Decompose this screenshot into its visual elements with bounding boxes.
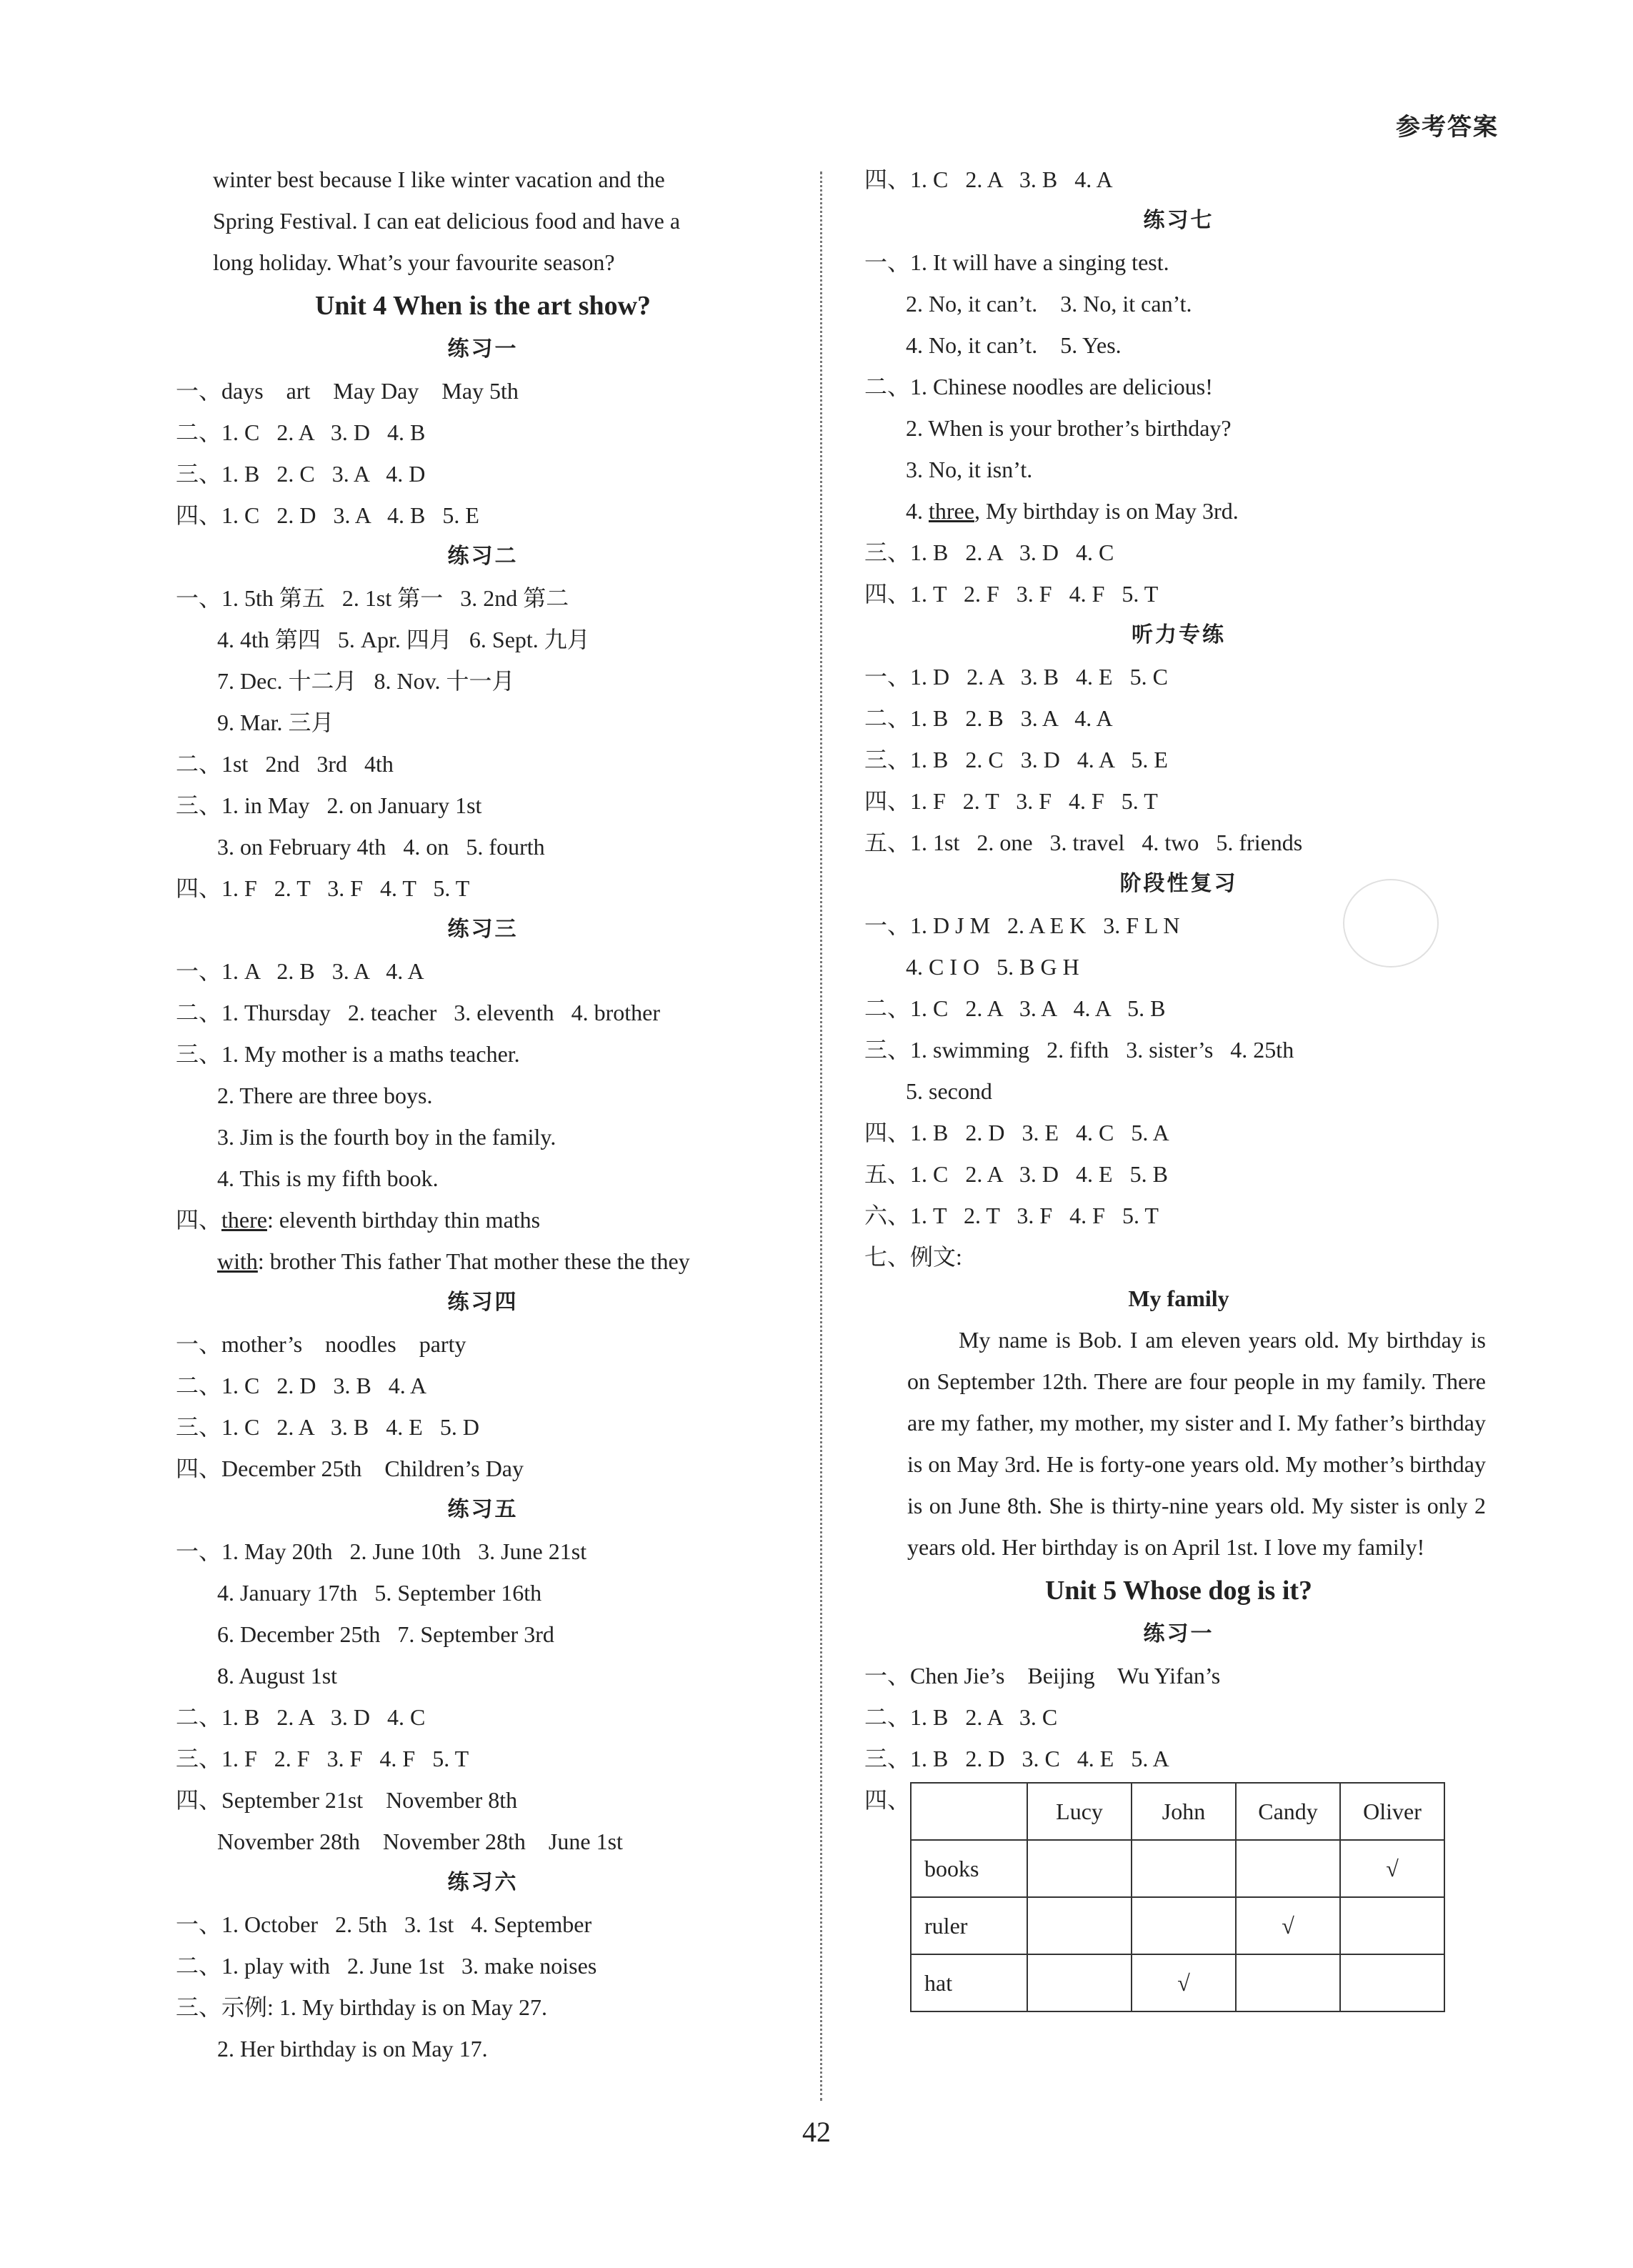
unit5-title: Unit 5 Whose dog is it? bbox=[1044, 1576, 1313, 1606]
table-row bbox=[911, 1954, 1444, 2011]
unit4-title: Unit 4 When is the art show? bbox=[314, 291, 651, 321]
essay-body: My name is Bob. I am eleven years old. My birthday is on September 12th. There are four people in my family. There are my father, my mother, my sister and I. My father’s birthday is on May 3rd. He is forty-one years old. My mother’s birthday is on June 8th. She is thirty-nine years old. My sister is only 2 years old. Her birthday is on April 1st. I love my family! bbox=[907, 1327, 1486, 1560]
answer-line: 9. Mar. 三月 bbox=[217, 710, 334, 735]
answer-line: 四、1. T 2. F 3. F 4. F 5. T bbox=[864, 581, 1159, 607]
answer-line: 二、1. B 2. B 3. A 4. A bbox=[864, 705, 1113, 731]
table-cell: √ bbox=[1132, 1954, 1236, 2011]
answer-line: 三、1. B 2. D 3. C 4. E 5. A bbox=[864, 1746, 1169, 1771]
answer-line: 三、1. swimming 2. fifth 3. sister’s 4. 25th bbox=[864, 1037, 1294, 1063]
table-cell bbox=[1027, 1840, 1132, 1897]
table-cell: √ bbox=[1236, 1897, 1340, 1954]
answer-line: 六、1. T 2. T 3. F 4. F 5. T bbox=[864, 1203, 1159, 1228]
answer-line: 三、1. My mother is a maths teacher. bbox=[176, 1041, 520, 1067]
answer-line: 三、1. B 2. A 3. D 4. C bbox=[864, 539, 1114, 565]
answer-line: 四、1. C 2. D 3. A 4. B 5. E bbox=[176, 502, 479, 528]
answer-line: 四、December 25th Children’s Day bbox=[176, 1456, 524, 1481]
answer-line: 一、days art May Day May 5th bbox=[176, 378, 519, 404]
answer-line: 4. This is my fifth book. bbox=[217, 1165, 439, 1191]
table-cell bbox=[1027, 1897, 1132, 1954]
answer-line: 二、1. C 2. D 3. B 4. A bbox=[176, 1373, 427, 1398]
answer-line: 二、1. play with 2. June 1st 3. make noises bbox=[176, 1953, 597, 1979]
answer-line: 一、1. D 2. A 3. B 4. E 5. C bbox=[864, 664, 1168, 690]
header-cell: Lucy bbox=[1027, 1783, 1132, 1840]
header-cell: Candy bbox=[1236, 1783, 1340, 1840]
answer-line: 二、1. Chinese noodles are delicious! bbox=[864, 374, 1213, 399]
section-title: 听力专练 bbox=[1132, 622, 1226, 647]
answer-line: 6. December 25th 7. September 3rd bbox=[217, 1621, 554, 1647]
table-cell bbox=[1027, 1954, 1132, 2011]
section-title: 练习一 bbox=[447, 337, 519, 362]
header-cell bbox=[911, 1783, 1027, 1840]
table-row bbox=[911, 1897, 1444, 1954]
answer-line: 3. Jim is the fourth boy in the family. bbox=[217, 1124, 556, 1150]
section-title: 练习三 bbox=[447, 917, 519, 942]
answer-line: 三、示例: 1. My birthday is on May 27. bbox=[176, 1994, 547, 2020]
answer-line: 二、1st 2nd 3rd 4th bbox=[176, 751, 394, 777]
answer-line bbox=[864, 490, 1493, 532]
underlined-word: three bbox=[929, 498, 974, 524]
answer-line: 8. August 1st bbox=[217, 1663, 338, 1688]
prefix: 四、 bbox=[176, 1207, 222, 1233]
underlined-word: with bbox=[217, 1248, 258, 1274]
answer-line: 一、1. D J M 2. A E K 3. F L N bbox=[864, 912, 1180, 938]
section-title: 练习六 bbox=[447, 1870, 519, 1895]
answer-line: 三、1. in May 2. on January 1st bbox=[176, 792, 482, 818]
answer-line: 二、1. B 2. A 3. C bbox=[864, 1704, 1058, 1730]
answer-line: 三、1. F 2. F 3. F 4. F 5. T bbox=[176, 1746, 469, 1771]
answer-line: November 28th November 28th June 1st bbox=[217, 1829, 623, 1854]
row-label: books bbox=[911, 1840, 1027, 1897]
answer-line: 四、1. F 2. T 3. F 4. F 5. T bbox=[864, 788, 1158, 814]
answer-line: 一、Chen Jie’s Beijing Wu Yifan’s bbox=[864, 1663, 1221, 1688]
answer-line: 5. second bbox=[906, 1078, 992, 1104]
page-header: 参考答案 bbox=[1396, 113, 1499, 141]
answer-line: 四、September 21st November 8th bbox=[176, 1787, 518, 1813]
table-cell bbox=[1340, 1954, 1444, 2011]
answer-line bbox=[176, 1199, 790, 1240]
answer-line: 一、1. 5th 第五 2. 1st 第一 3. 2nd 第二 bbox=[176, 585, 569, 611]
correction: , My birthday is on May 3rd. bbox=[974, 498, 1239, 524]
column-divider bbox=[820, 171, 822, 2101]
header-cell: John bbox=[1132, 1783, 1236, 1840]
answer-line: 3. on February 4th 4. on 5. fourth bbox=[217, 834, 545, 860]
section-title: 练习四 bbox=[447, 1290, 519, 1315]
word-list: : brother This father That mother these the they bbox=[257, 1248, 690, 1274]
table-cell bbox=[1340, 1897, 1444, 1954]
section-title: 练习一 bbox=[1143, 1621, 1214, 1646]
answer-line: 4. C I O 5. B G H bbox=[906, 954, 1079, 980]
row-label: ruler bbox=[911, 1897, 1027, 1954]
answer-line: 3. No, it isn’t. bbox=[906, 457, 1033, 482]
answer-line: 一、1. It will have a singing test. bbox=[864, 249, 1169, 275]
answer-line: 4. No, it can’t. 5. Yes. bbox=[906, 332, 1122, 358]
table-question bbox=[864, 1779, 1493, 2012]
answer-line: 2. When is your brother’s birthday? bbox=[906, 415, 1232, 441]
section-title: 阶段性复习 bbox=[1119, 871, 1238, 896]
word-list: : eleventh birthday thin maths bbox=[266, 1207, 541, 1233]
answer-line: 三、1. B 2. C 3. D 4. A 5. E bbox=[864, 747, 1168, 772]
answer-line: 七、例文: bbox=[864, 1244, 962, 1270]
answer-line bbox=[176, 1240, 790, 1282]
answer-line: 一、1. May 20th 2. June 10th 3. June 21st bbox=[176, 1538, 587, 1564]
answer-line: 二、1. C 2. A 3. D 4. B bbox=[176, 419, 426, 445]
answer-line: 一、1. A 2. B 3. A 4. A bbox=[176, 958, 424, 984]
answer-table bbox=[910, 1782, 1445, 2012]
intro-line: Spring Festival. I can eat delicious food and have a bbox=[213, 208, 681, 234]
section-title: 练习二 bbox=[447, 544, 519, 569]
answer-line: 7. Dec. 十二月 8. Nov. 十一月 bbox=[217, 668, 515, 694]
table-cell bbox=[1132, 1897, 1236, 1954]
answer-line: 四、1. B 2. D 3. E 4. C 5. A bbox=[864, 1120, 1169, 1145]
intro-line: winter best because I like winter vacation and the bbox=[213, 166, 665, 192]
answer-line: 4. 4th 第四 5. Apr. 四月 6. Sept. 九月 bbox=[217, 627, 590, 652]
answer-line: 二、1. B 2. A 3. D 4. C bbox=[176, 1704, 426, 1730]
section-title: 练习七 bbox=[1143, 208, 1214, 233]
answer-line: 2. There are three boys. bbox=[217, 1083, 433, 1108]
answer-line: 2. Her birthday is on May 17. bbox=[217, 2036, 488, 2061]
answer-line: 二、1. C 2. A 3. A 4. A 5. B bbox=[864, 995, 1166, 1021]
answer-line: 四、1. F 2. T 3. F 4. T 5. T bbox=[176, 875, 470, 901]
table-header-row bbox=[911, 1783, 1444, 1840]
answer-line: 三、1. C 2. A 3. B 4. E 5. D bbox=[176, 1414, 479, 1440]
answer-line: 五、1. 1st 2. one 3. travel 4. two 5. friends bbox=[864, 830, 1303, 855]
table-cell bbox=[1236, 1954, 1340, 2011]
answer-line: 4. January 17th 5. September 16th bbox=[217, 1580, 542, 1606]
essay-title: My family bbox=[1128, 1285, 1229, 1311]
table-cell bbox=[1236, 1840, 1340, 1897]
section-title: 练习五 bbox=[447, 1497, 519, 1522]
underlined-word: there bbox=[221, 1207, 267, 1233]
right-column bbox=[864, 159, 1493, 2012]
answer-line: 三、1. B 2. C 3. A 4. D bbox=[176, 461, 426, 487]
answer-line: 二、1. Thursday 2. teacher 3. eleventh 4. brother bbox=[176, 1000, 661, 1025]
answer-line: 五、1. C 2. A 3. D 4. E 5. B bbox=[864, 1161, 1168, 1187]
answer-line: 2. No, it can’t. 3. No, it can’t. bbox=[906, 291, 1192, 317]
table-row bbox=[911, 1840, 1444, 1897]
page-number: 42 bbox=[802, 2116, 831, 2148]
left-column bbox=[176, 159, 790, 2069]
answer-line: 一、1. October 2. 5th 3. 1st 4. September bbox=[176, 1911, 592, 1937]
stamp-watermark-icon bbox=[1343, 879, 1439, 968]
question-label: 四、 bbox=[864, 1787, 911, 1813]
row-label: hat bbox=[911, 1954, 1027, 2011]
answer-line: 一、mother’s noodles party bbox=[176, 1331, 466, 1357]
item-number: 4. bbox=[906, 498, 929, 524]
header-cell: Oliver bbox=[1340, 1783, 1444, 1840]
table-cell: √ bbox=[1340, 1840, 1444, 1897]
table-cell bbox=[1132, 1840, 1236, 1897]
intro-line: long holiday. What’s your favourite season? bbox=[213, 249, 615, 275]
answer-line: 四、1. C 2. A 3. B 4. A bbox=[864, 166, 1113, 192]
